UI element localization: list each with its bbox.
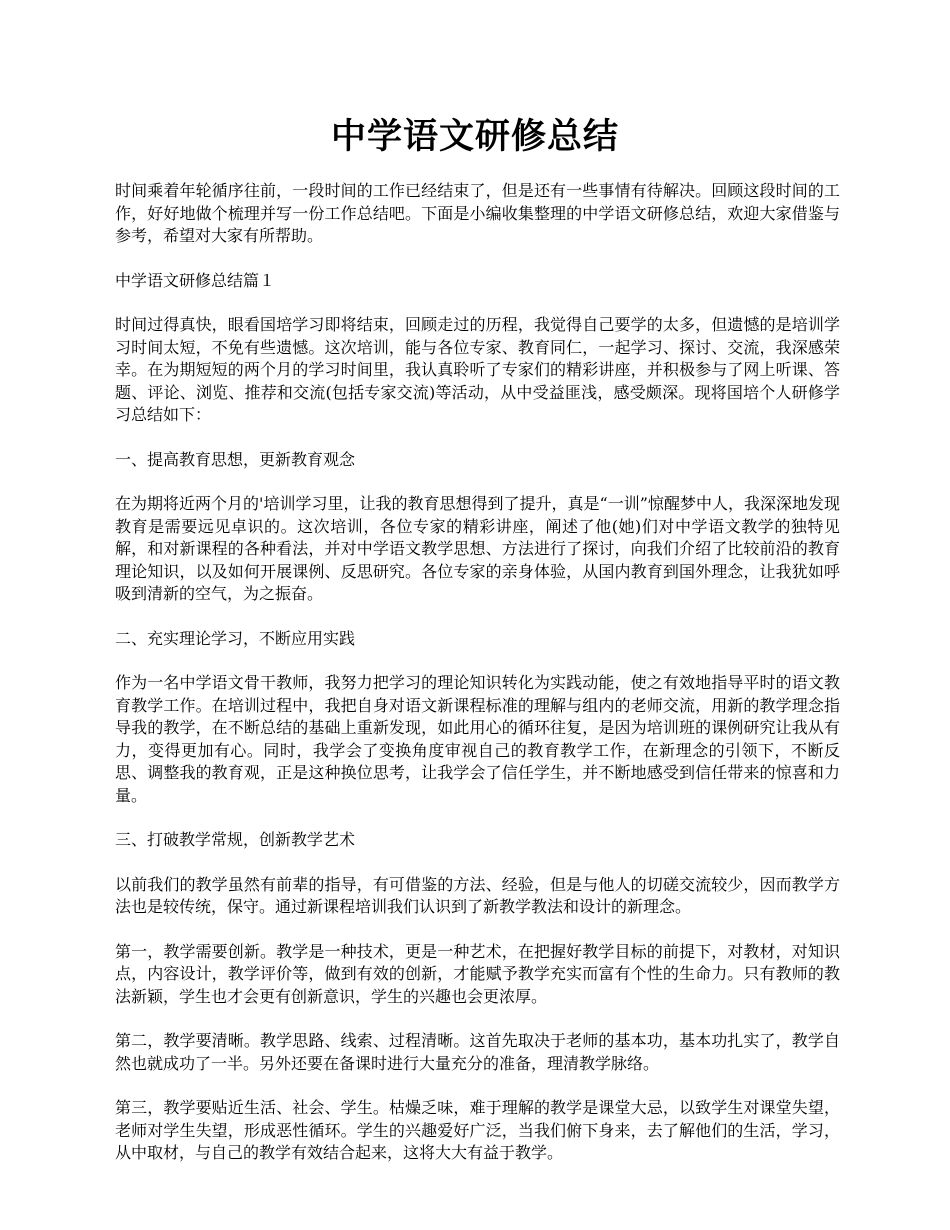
section-heading-3: 三、打破教学常规，创新教学艺术: [115, 830, 356, 849]
paragraph-section-3: 以前我们的教学虽然有前辈的指导，有可借鉴的方法、经验，但是与他人的切磋交流较少，因而教学方法也是较传统，保守。通过新课程培训我们认识到了新教学教法和设计的新理念。: [115, 874, 840, 916]
paragraph-section-1: 在为期将近两个月的'培训学习里，让我的教育思想得到了提升，真是“一训”惊醒梦中人，我深深地发现教育是需要远见卓识的。这次培训，各位专家的精彩讲座，阐述了他(她)们对中学语文教学的独特见解，和对新课程的各种看法，并对中学语文教学思想、方法进行了探讨，向我们介绍了比较前沿的教育理论知识，以及如何开展课例、反思研究。各位专家的亲身体验，从国内教育到国外理念，让我犹如呼吸到清新的空气，为之振奋。: [115, 494, 840, 603]
paragraph-point-2: 第二，教学要清晰。教学思路、线索、过程清晰。这首先取决于老师的基本功，基本功扎实了，教学自然也就成功了一半。另外还要在备课时进行大量充分的准备，理清教学脉络。: [115, 1031, 840, 1073]
section-heading-part-1: 中学语文研修总结篇１: [115, 270, 276, 290]
document-body: [115, 180, 840, 1187]
paragraph-point-1: 第一，教学需要创新。教学是一种技术，更是一种艺术，在把握好教学目标的前提下，对教材，对知识点，内容设计，教学评价等，做到有效的创新，才能赋予教学充实而富有个性的生命力。只有教师的教法新颖，学生也才会更有创新意识，学生的兴趣也会更浓厚。: [115, 941, 840, 1006]
paragraph-section-2: 作为一名中学语文骨干教师，我努力把学习的理论知识转化为实践动能，使之有效地指导平时的语文教育教学工作。在培训过程中，我把自身对语文新课程标准的理解与组内的老师交流，用新的教学理念指导我的教学，在不断总结的基础上重新发现，如此用心的循环往复，是因为培训班的课例研究让我从有力，变得更加有心。同时，我学会了变换角度审视自己的教育教学工作，在新理念的引领下，不断反思、调整我的教育观，正是这种换位思考，让我学会了信任学生，并不断地感受到信任带来的惊喜和力量。: [115, 673, 840, 805]
document-title: 中学语文研修总结: [330, 117, 619, 157]
paragraph-point-3: 第三，教学要贴近生活、社会、学生。枯燥乏味，难于理解的教学是课堂大忌，以致学生对课堂失望，老师对学生失望，形成恶性循环。学生的兴趣爱好广泛，当我们俯下身来，去了解他们的生活，学习，从中取材，与自己的教学有效结合起来，这将大大有益于教学。: [115, 1098, 840, 1162]
intro-paragraph: 时间乘着年轮循序往前，一段时间的工作已经结束了，但是还有一些事情有待解决。回顾这段时间的工作，好好地做个梳理并写一份工作总结吧。下面是小编收集整理的中学语文研修总结，欢迎大家借鉴与参考，希望对大家有所帮助。: [115, 181, 840, 245]
section-heading-1: 一、提高教育思想，更新教育观念: [115, 449, 356, 469]
paragraph-overview: 时间过得真快，眼看国培学习即将结束，回顾走过的历程，我觉得自己要学的太多，但遗憾的是培训学习时间太短，不免有些遗憾。这次培训，能与各位专家、教育同仁，一起学习、探讨、交流，我深感荣幸。在为期短短的两个月的学习时间里，我认真聆听了专家们的精彩讲座，并积极参与了网上听课、答题、评论、浏览、推荐和交流(包括专家交流)等活动，从中受益匪浅，感受颇深。现将国培个人研修学习总结如下：: [115, 315, 840, 424]
section-heading-2: 二、充实理论学习，不断应用实践: [115, 628, 356, 648]
